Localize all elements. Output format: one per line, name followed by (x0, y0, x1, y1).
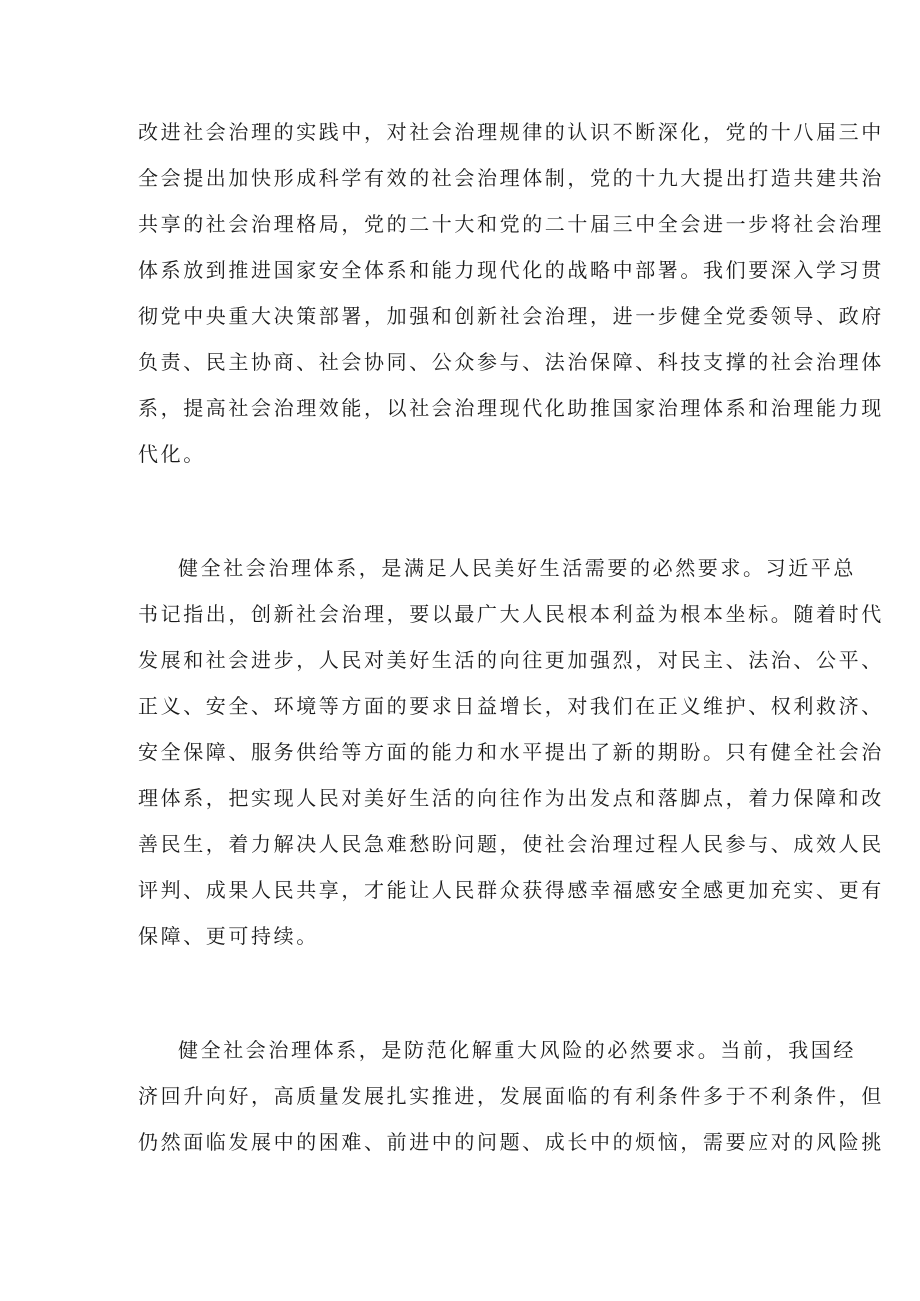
text-line: 改进社会治理的实践中，对社会治理规律的认识不断深化，党的十八届三中 (138, 120, 884, 144)
text-line: 理体系，把实现人民对美好生活的向往作为出发点和落脚点，着力保障和改 (138, 786, 884, 810)
text-line: 安全保障、服务供给等方面的能力和水平提出了新的期盼。只有健全社会治 (138, 740, 884, 764)
text-line: 保障、更可持续。 (138, 924, 319, 948)
text-line: 发展和社会进步，人民对美好生活的向往更加强烈，对民主、法治、公平、 (138, 648, 884, 672)
text-line: 代化。 (138, 442, 206, 466)
text-line: 全会提出加快形成科学有效的社会治理体制，党的十九大提出打造共建共治 (138, 166, 884, 190)
text-line: 系，提高社会治理效能，以社会治理现代化助推国家治理体系和治理能力现 (138, 396, 884, 420)
text-line: 彻党中央重大决策部署，加强和创新社会治理，进一步健全党委领导、政府 (138, 304, 884, 328)
text-line: 评判、成果人民共享，才能让人民群众获得感幸福感安全感更加充实、更有 (138, 878, 884, 902)
text-line: 正义、安全、环境等方面的要求日益增长，对我们在正义维护、权利救济、 (138, 694, 884, 718)
text-line: 负责、民主协商、社会协同、公众参与、法治保障、科技支撑的社会治理体 (138, 350, 884, 374)
text-line: 健全社会治理体系，是满足人民美好生活需要的必然要求。习近平总 (178, 556, 856, 580)
text-line: 共享的社会治理格局，党的二十大和党的二十届三中全会进一步将社会治理 (138, 212, 884, 236)
text-line: 济回升向好，高质量发展扎实推进，发展面临的有利条件多于不利条件，但 (138, 1084, 884, 1108)
text-line: 仍然面临发展中的困难、前进中的问题、成长中的烦恼，需要应对的风险挑 (138, 1130, 884, 1154)
text-line: 体系放到推进国家安全体系和能力现代化的战略中部署。我们要深入学习贯 (138, 258, 884, 282)
text-line: 书记指出，创新社会治理，要以最广大人民根本利益为根本坐标。随着时代 (138, 602, 884, 626)
text-line: 健全社会治理体系，是防范化解重大风险的必然要求。当前，我国经 (178, 1038, 856, 1062)
text-line: 善民生，着力解决人民急难愁盼问题，使社会治理过程人民参与、成效人民 (138, 832, 884, 856)
